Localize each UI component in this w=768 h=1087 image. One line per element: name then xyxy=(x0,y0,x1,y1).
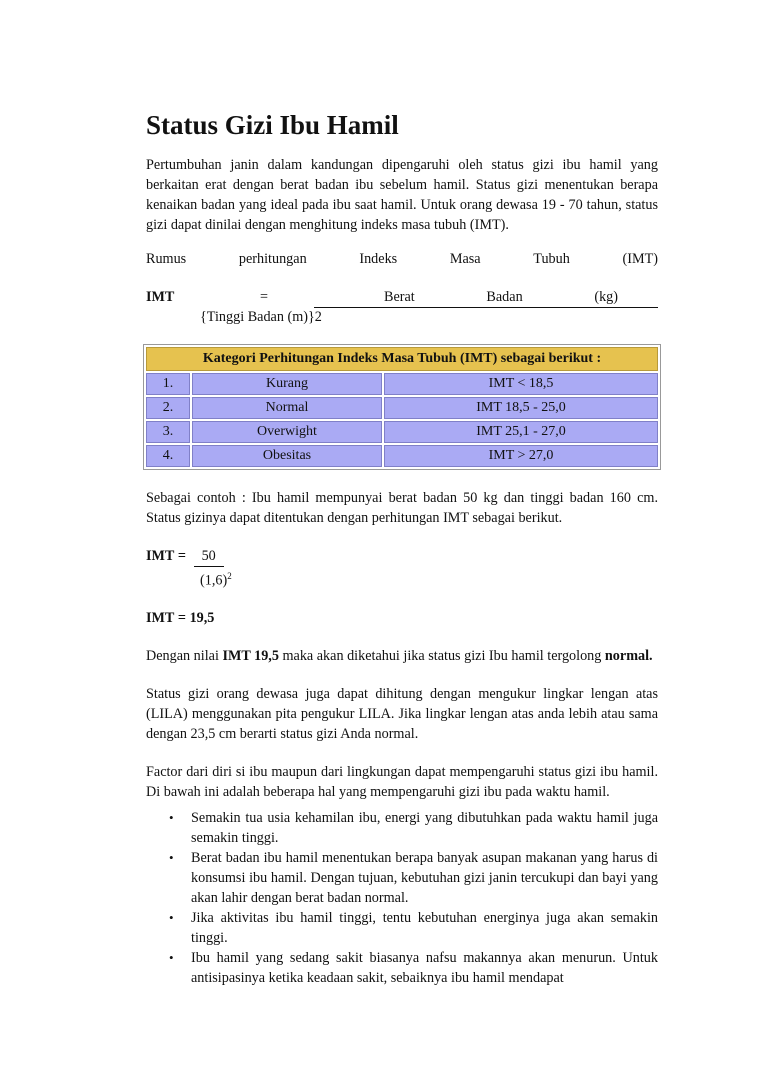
result-equals: = xyxy=(177,609,187,626)
imt-category-table xyxy=(143,344,661,470)
list-item: • Semakin tua usia kehamilan ibu, energi yang dibutuhkan pada waktu hamil juga semakin tinggi. xyxy=(191,808,658,848)
rumus-word: Rumus xyxy=(146,251,187,267)
row-category: Obesitas xyxy=(192,445,382,467)
result-label: IMT xyxy=(146,609,175,626)
table-row xyxy=(146,445,658,467)
example-calculation xyxy=(146,546,658,567)
numerator-word: Badan xyxy=(486,289,523,305)
numerator-word: Berat xyxy=(384,289,415,305)
factor-list xyxy=(146,808,658,988)
page-title: Status Gizi Ibu Hamil xyxy=(146,110,399,140)
row-number: 2. xyxy=(146,397,190,419)
rumus-line xyxy=(146,249,658,269)
row-value: IMT 25,1 - 27,0 xyxy=(384,421,658,443)
conclusion-prefix: Dengan nilai xyxy=(146,647,219,664)
rumus-word: Indeks xyxy=(359,251,398,267)
row-number: 4. xyxy=(146,445,190,467)
rumus-word: (IMT) xyxy=(622,251,658,267)
row-category: Normal xyxy=(192,397,382,419)
row-value: IMT > 27,0 xyxy=(384,445,658,467)
conclusion-bold-value: IMT 19,5 xyxy=(222,647,279,664)
list-item: • Ibu hamil yang sedang sakit biasanya nafsu makannya akan menurun. Untuk antisipasinya ketika keadaan sakit, sebaiknya ibu hamil mendapat xyxy=(191,948,658,988)
row-category: Overwight xyxy=(192,421,382,443)
row-value: IMT < 18,5 xyxy=(384,373,658,395)
rumus-word: Masa xyxy=(449,251,481,267)
table-row xyxy=(146,397,658,419)
imt-formula xyxy=(146,287,658,308)
calc-exponent: 2 xyxy=(227,571,232,581)
table-row xyxy=(146,373,658,395)
calc-label: IMT xyxy=(146,548,175,564)
rumus-word: Tubuh xyxy=(533,251,570,267)
calc-denominator-line xyxy=(146,567,658,590)
list-item: • Jika aktivitas ibu hamil tinggi, tentu kebutuhan energinya juga akan semakin tinggi. xyxy=(191,908,658,948)
lila-paragraph: Status gizi orang dewasa juga dapat dihitung dengan mengukur lingkar lengan atas (LILA) menggunakan pita pengukur LILA. Jika lingkar lengan atas anda lebih atau sama dengan 23,5 cm berarti status gizi Anda normal. xyxy=(146,685,658,742)
formula-numerator xyxy=(314,287,658,308)
row-category: Kurang xyxy=(192,373,382,395)
result-value: 19,5 xyxy=(189,609,215,626)
conclusion-bold-end: normal. xyxy=(604,647,653,664)
calc-numerator: 50 xyxy=(194,546,224,567)
row-value: IMT 18,5 - 25,0 xyxy=(384,397,658,419)
document-content xyxy=(146,110,658,988)
calc-equals: = xyxy=(177,548,187,564)
intro-paragraph: Pertumbuhan janin dalam kandungan dipengaruhi oleh status gizi ibu hamil yang berkaitan erat dengan berat badan ibu sebelum hamil. Status gizi menentukan berapa kenaikan badan yang ideal pada ibu saat hamil. Untuk orang dewasa 19 - 70 tahun, status gizi dapat dinilai dengan menghitung indeks masa tubuh (IMT). xyxy=(146,157,658,233)
calc-result xyxy=(146,608,658,628)
example-paragraph: Sebagai contoh : Ibu hamil mempunyai berat badan 50 kg dan tinggi badan 160 cm. Status gizinya dapat ditentukan dengan perhitungan IMT sebagai berikut. xyxy=(146,490,658,526)
list-item: • Berat badan ibu hamil menentukan berapa banyak asupan makanan yang harus di konsumsi ibu hamil. Dengan tujuan, kebutuhan gizi janin tercukupi dan bayi yang akan lahir dengan berat badan normal. xyxy=(191,848,658,908)
row-number: 3. xyxy=(146,421,190,443)
table-header: Kategori Perhitungan Indeks Masa Tubuh (IMT) sebagai berikut : xyxy=(146,347,658,371)
rumus-word: perhitungan xyxy=(238,251,307,267)
formula-denominator: {Tinggi Badan (m)}2 xyxy=(200,309,322,325)
formula-equals: = xyxy=(259,289,268,305)
factor-paragraph: Factor dari diri si ibu maupun dari lingkungan dapat mempengaruhi status gizi ibu hamil. Di bawah ini adalah beberapa hal yang mempengaruhi gizi ibu pada waktu hamil. xyxy=(146,763,658,800)
conclusion-paragraph xyxy=(146,646,658,666)
calc-denominator: (1,6) xyxy=(200,572,228,589)
conclusion-middle: maka akan diketahui jika status gizi Ibu hamil tergolong xyxy=(282,647,602,664)
table-row xyxy=(146,421,658,443)
row-number: 1. xyxy=(146,373,190,395)
numerator-word: (kg) xyxy=(594,289,618,305)
formula-label: IMT xyxy=(146,289,175,305)
